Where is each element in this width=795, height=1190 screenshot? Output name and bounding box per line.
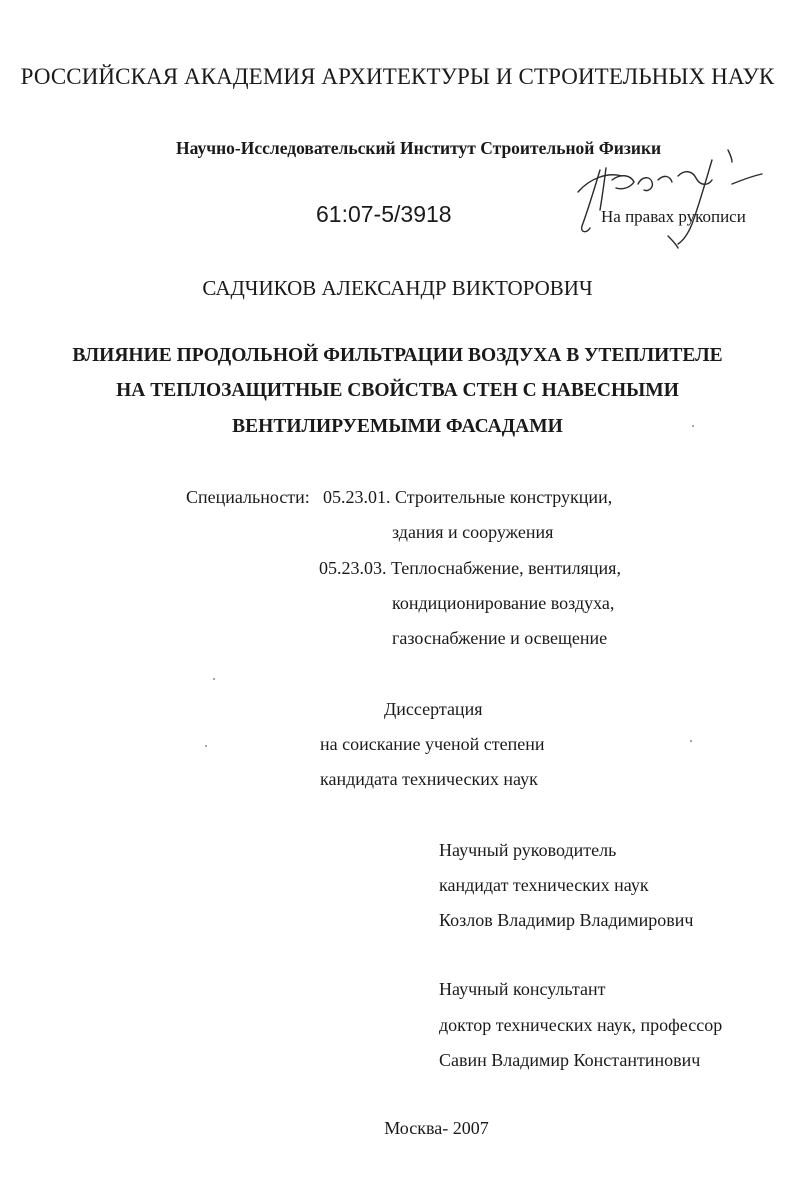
dissertation-title-line-3: ВЕНТИЛИРУЕМЫМИ ФАСАДАМИ: [232, 416, 563, 437]
advisor-role: Научный руководитель: [439, 840, 617, 860]
consultant-name: Савин Владимир Константинович: [439, 1050, 701, 1070]
specialties-label: Специальности:: [186, 487, 310, 507]
specialty-2-line-3: газоснабжение и освещение: [392, 628, 608, 648]
institute-name: Научно-Исследовательский Институт Строительной Физики: [176, 138, 662, 158]
scan-speck: [690, 740, 692, 742]
consultant-degree: доктор технических наук, профессор: [439, 1015, 723, 1035]
specialty-1-line-1: 05.23.01. Строительные конструкции,: [323, 487, 613, 507]
city-year: Москва- 2007: [384, 1118, 489, 1138]
advisor-degree: кандидат технических наук: [439, 875, 649, 895]
consultant-role: Научный консультант: [439, 979, 606, 999]
dissertation-title-line-1: ВЛИЯНИЕ ПРОДОЛЬНОЙ ФИЛЬТРАЦИИ ВОЗДУХА В УТЕПЛИТЕЛЕ: [72, 345, 723, 366]
scan-speck: [205, 745, 207, 747]
dissertation-title-line-2: НА ТЕПЛОЗАЩИТНЫЕ СВОЙСТВА СТЕН С НАВЕСНЫМИ: [116, 380, 679, 401]
scan-speck: [213, 678, 215, 680]
specialty-1-line-2: здания и сооружения: [392, 522, 554, 542]
specialty-2-line-2: кондиционирование воздуха,: [392, 593, 615, 613]
library-code: 61:07-5/3918: [316, 201, 452, 227]
scan-speck: [692, 425, 694, 427]
author-name: САДЧИКОВ АЛЕКСАНДР ВИКТОРОВИЧ: [202, 276, 593, 300]
dissertation-label: Диссертация: [384, 699, 483, 719]
handwritten-signature: [560, 140, 780, 260]
degree-name: кандидата технических наук: [320, 769, 538, 789]
organization-name: РОССИЙСКАЯ АКАДЕМИЯ АРХИТЕКТУРЫ И СТРОИТЕЛЬНЫХ НАУК: [20, 64, 775, 89]
manuscript-rights-label: На правах рукописи: [601, 207, 746, 226]
advisor-name: Козлов Владимир Владимирович: [439, 910, 694, 930]
degree-purpose: на соискание ученой степени: [320, 734, 545, 754]
specialty-2-line-1: 05.23.03. Теплоснабжение, вентиляция,: [319, 558, 621, 578]
